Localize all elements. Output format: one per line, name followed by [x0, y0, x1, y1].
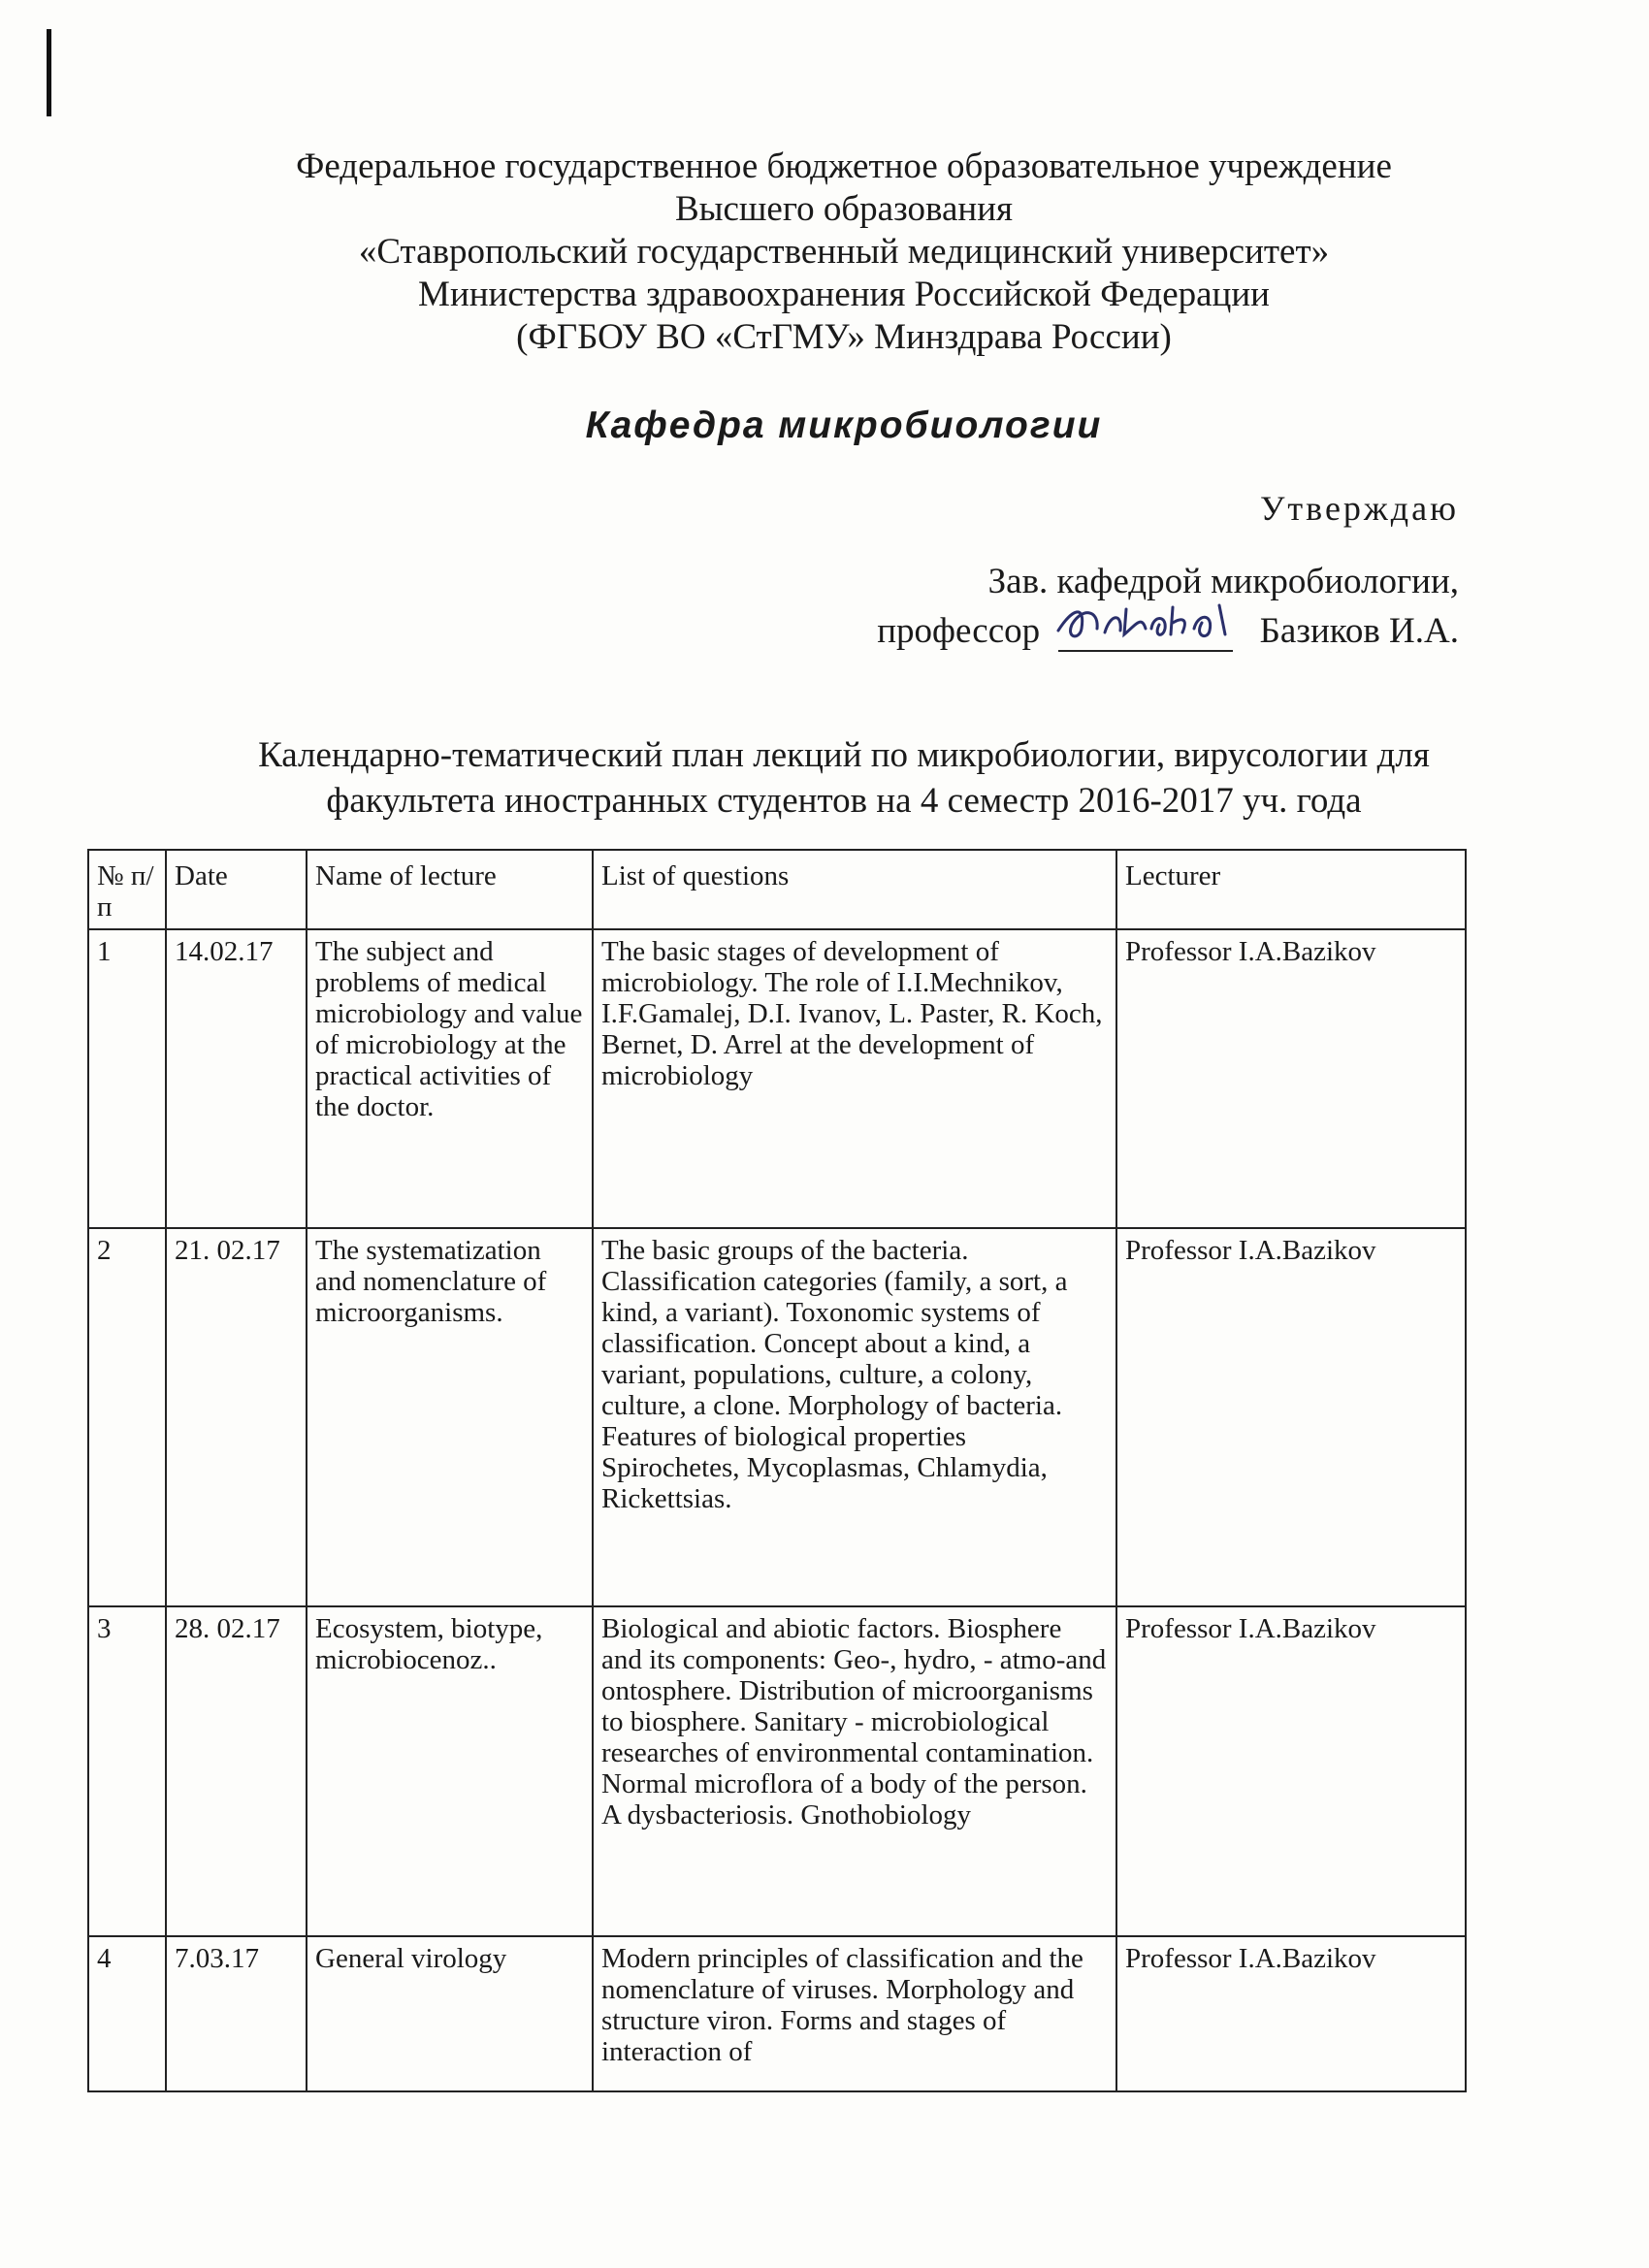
department-title: Кафедра микробиологии — [585, 405, 1103, 446]
lecture-date: 21. 02.17 — [166, 1228, 307, 1606]
head-name: Базиков И.А. — [1259, 611, 1459, 651]
lecture-questions: Modern principles of classification and the nomenclature of viruses. Morphology and structure viron. Forms and stages of interaction of — [593, 1936, 1116, 2091]
header-line-4: Министерства здравоохранения Российской Федерации — [418, 275, 1270, 314]
lecturer-name: Professor I.A.Bazikov — [1116, 929, 1466, 1228]
institution-header — [0, 146, 1649, 359]
table-row — [88, 1228, 1466, 1606]
table-row — [88, 1936, 1466, 2091]
lecture-questions: The basic groups of the bacteria. Classification categories (family, a sort, a kind, a variant). Toxonomic systems of classification. Concept about a kind, a variant, populations, culture, a colony, culture, a clone. Morphology of bacteria. Features of biological properties Spirochetes, Mycoplasmas, Chlamydia, Rickettsias. — [593, 1228, 1116, 1606]
plan-title — [0, 732, 1649, 824]
header-line-1: Федеральное государственное бюджетное образовательное учреждение — [296, 146, 1392, 186]
column-header-date: Date — [166, 850, 307, 929]
table-header-row — [88, 850, 1466, 929]
column-header-num: № п/п — [88, 850, 166, 929]
lecture-questions: Biological and abiotic factors. Biosphere and its components: Geo-, hydro, - atmo-and ontosphere. Distribution of microorganisms to biosphere. Sanitary - microbiological researches of environmental contamination. Normal microflora of a body of the person. A dysbacteriosis. Gnothobiology — [593, 1606, 1116, 1936]
row-number: 3 — [88, 1606, 166, 1936]
plan-title-line-2: факультета иностранных студентов на 4 семестр 2016-2017 уч. года — [326, 781, 1362, 821]
lecture-name: The systematization and nomenclature of microorganisms. — [307, 1228, 593, 1606]
lecture-name: Ecosystem, biotype, microbiocenoz.. — [307, 1606, 593, 1936]
professor-signature-line — [877, 607, 1459, 652]
lecturer-name: Professor I.A.Bazikov — [1116, 1606, 1466, 1936]
lecturer-name: Professor I.A.Bazikov — [1116, 1228, 1466, 1606]
header-line-5: (ФГБОУ ВО «СтГМУ» Минздрава России) — [516, 317, 1172, 357]
row-number: 2 — [88, 1228, 166, 1606]
column-header-questions: List of questions — [593, 850, 1116, 929]
lecture-date: 7.03.17 — [166, 1936, 307, 2091]
lecture-date: 28. 02.17 — [166, 1606, 307, 1936]
approval-label: Утверждаю — [1259, 489, 1459, 528]
table-row — [88, 1606, 1466, 1936]
column-header-name: Name of lecture — [307, 850, 593, 929]
column-header-lecturer: Lecturer — [1116, 850, 1466, 929]
header-line-2: Высшего образования — [674, 189, 1014, 229]
lecture-name: General virology — [307, 1936, 593, 2091]
table-row — [88, 929, 1466, 1228]
lecturer-name: Professor I.A.Bazikov — [1116, 1936, 1466, 2091]
header-line-3: «Ставропольский государственный медицинский университет» — [358, 232, 1330, 272]
head-of-department-title: Зав. кафедрой микробиологии, — [987, 562, 1459, 601]
lecture-name: The subject and problems of medical microbiology and value of microbiology at the practical activities of the doctor. — [307, 929, 593, 1228]
handwritten-signature-icon — [1052, 590, 1246, 652]
row-number: 1 — [88, 929, 166, 1228]
scan-edge-mark — [47, 29, 51, 116]
row-number: 4 — [88, 1936, 166, 2091]
lecture-date: 14.02.17 — [166, 929, 307, 1228]
lecture-questions: The basic stages of development of microbiology. The role of I.I.Mechnikov, I.F.Gamalej, D.I. Ivanov, L. Paster, R. Koch, Bernet, D. Arrel at the development of microbiology — [593, 929, 1116, 1228]
plan-title-line-1: Календарно-тематический план лекций по микробиологии, вирусологии для — [258, 735, 1430, 775]
signature — [1058, 607, 1233, 652]
lecture-plan-table — [87, 849, 1467, 2092]
professor-word: профессор — [877, 611, 1041, 651]
